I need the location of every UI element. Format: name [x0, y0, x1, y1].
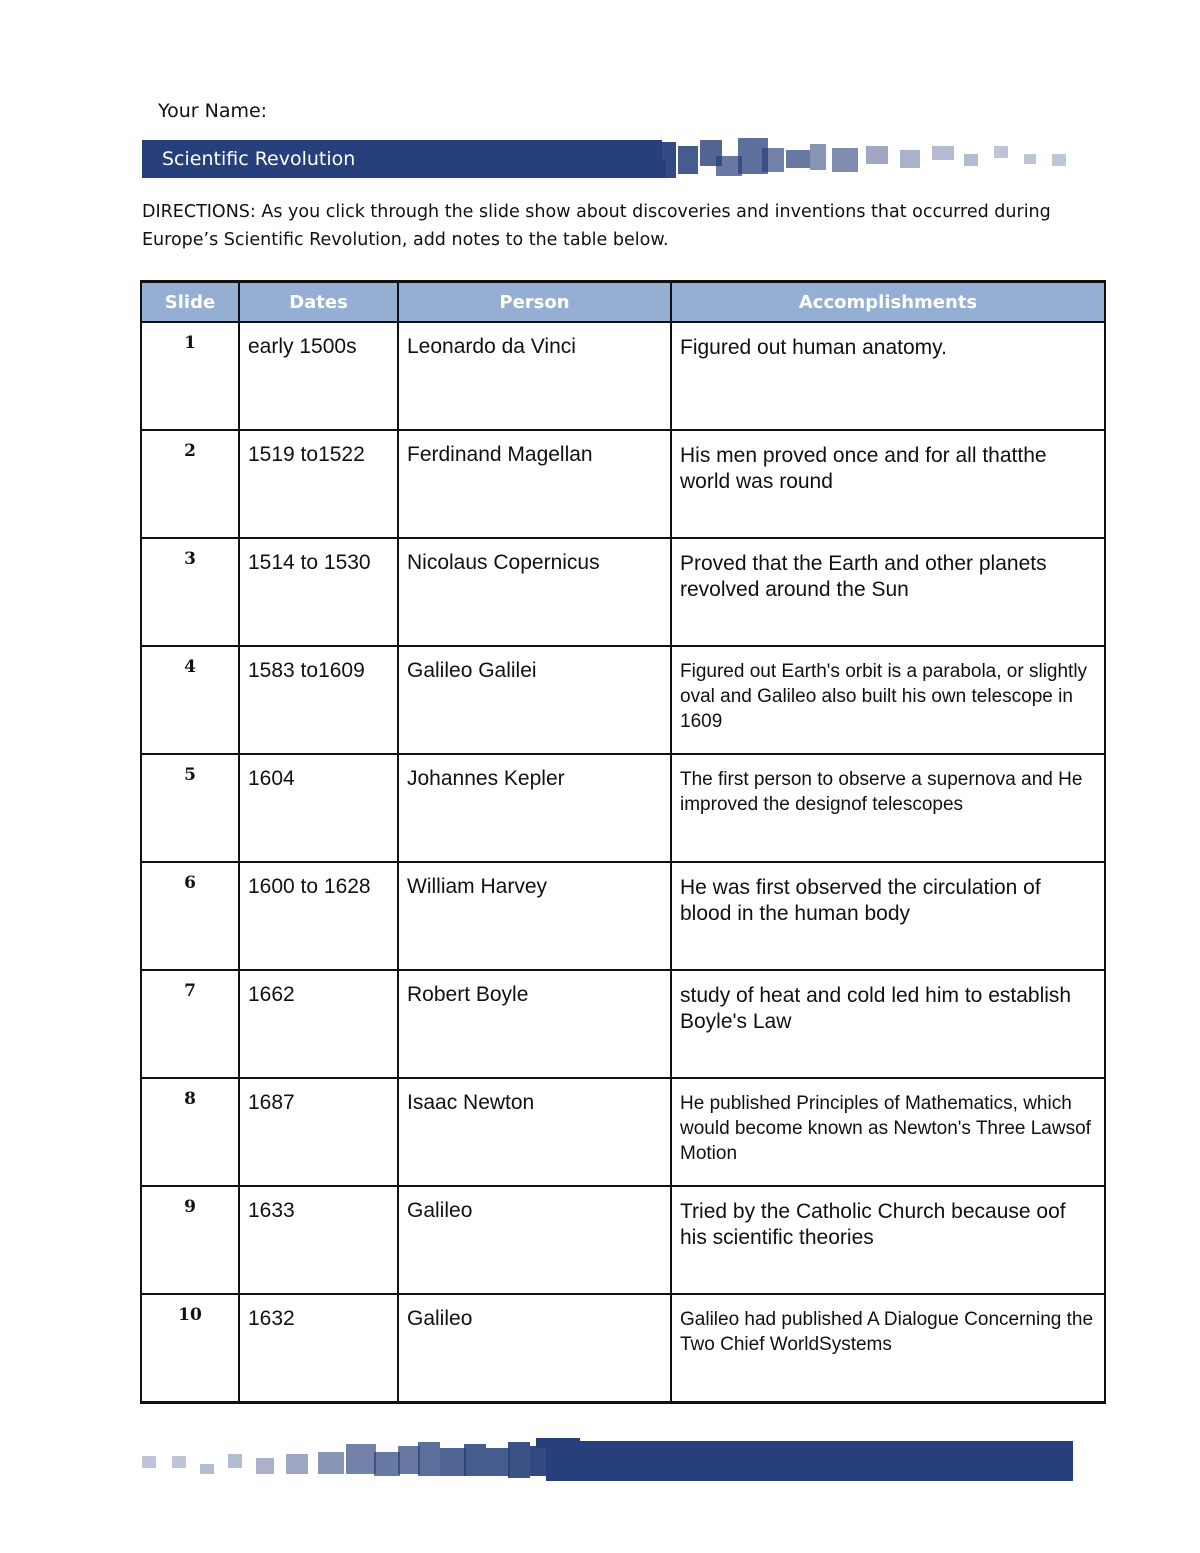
accomplishments-cell[interactable]: Proved that the Earth and other planets revolved around the Sun: [671, 538, 1105, 646]
decorative-square: [440, 1448, 466, 1476]
person-cell[interactable]: Leonardo da Vinci: [398, 322, 671, 430]
decorative-square: [660, 142, 676, 178]
slide-number-cell: 6: [141, 862, 239, 970]
column-header-slide: Slide: [141, 282, 239, 323]
person-cell[interactable]: Nicolaus Copernicus: [398, 538, 671, 646]
slide-number-cell: 1: [141, 322, 239, 430]
accomplishments-cell[interactable]: He was first observed the circulation of blood in the human body: [671, 862, 1105, 970]
decorative-square: [932, 146, 954, 160]
accomplishments-cell[interactable]: Figured out human anatomy.: [671, 322, 1105, 430]
directions-text: DIRECTIONS: As you click through the slide show about discoveries and inventions that occurred during Europe’s Scientific Revolution, add notes to the table below.: [142, 202, 1051, 250]
accomplishments-cell[interactable]: The first person to observe a supernova and He improved the designof telescopes: [671, 754, 1105, 862]
slide-number-cell: 5: [141, 754, 239, 862]
accomplishments-cell[interactable]: Figured out Earth's orbit is a parabola, or slightly oval and Galileo also built his own telescope in 1609: [671, 646, 1105, 754]
decorative-square: [418, 1442, 440, 1476]
dates-cell[interactable]: 1604: [239, 754, 398, 862]
notes-table: [140, 280, 1106, 1404]
decorative-square: [832, 148, 858, 172]
table-row: [141, 862, 1105, 970]
dates-cell[interactable]: 1600 to 1628: [239, 862, 398, 970]
accomplishments-cell[interactable]: He published Principles of Mathematics, which would become known as Newton's Three Lawsof Motion: [671, 1078, 1105, 1186]
table-row: [141, 754, 1105, 862]
accomplishments-cell[interactable]: study of heat and cold led him to establish Boyle's Law: [671, 970, 1105, 1078]
slide-number-cell: 8: [141, 1078, 239, 1186]
person-cell[interactable]: William Harvey: [398, 862, 671, 970]
accomplishments-cell[interactable]: His men proved once and for all thatthe world was round: [671, 430, 1105, 538]
table-row: [141, 1186, 1105, 1294]
dates-cell[interactable]: 1687: [239, 1078, 398, 1186]
decorative-square: [900, 150, 920, 168]
decorative-square: [256, 1458, 274, 1474]
decorative-square: [318, 1452, 344, 1474]
slide-number-cell: 3: [141, 538, 239, 646]
column-header-accomplishments: Accomplishments: [671, 282, 1105, 323]
person-cell[interactable]: Galileo: [398, 1294, 671, 1403]
decorative-square: [530, 1446, 548, 1476]
decorative-square: [486, 1448, 510, 1476]
accomplishments-cell[interactable]: Tried by the Catholic Church because oof his scientific theories: [671, 1186, 1105, 1294]
decorative-square: [398, 1446, 420, 1474]
person-cell[interactable]: Isaac Newton: [398, 1078, 671, 1186]
decorative-square: [1024, 154, 1036, 164]
table-header-row: [141, 282, 1105, 323]
decorative-square: [142, 1456, 156, 1468]
slide-number-cell: 4: [141, 646, 239, 754]
table-row: [141, 1294, 1105, 1403]
slide-number-cell: 7: [141, 970, 239, 1078]
accomplishments-cell[interactable]: Galileo had published A Dialogue Concerning the Two Chief WorldSystems: [671, 1294, 1105, 1403]
table-row: [141, 322, 1105, 430]
dates-cell[interactable]: 1514 to 1530: [239, 538, 398, 646]
decorative-square: [464, 1444, 486, 1476]
decorative-square: [678, 146, 698, 174]
person-cell[interactable]: Johannes Kepler: [398, 754, 671, 862]
column-header-person: Person: [398, 282, 671, 323]
dates-cell[interactable]: early 1500s: [239, 322, 398, 430]
your-name-label: Your Name:: [158, 100, 268, 122]
dates-cell[interactable]: 1662: [239, 970, 398, 1078]
decorative-square: [1052, 154, 1066, 166]
decorative-square: [536, 1438, 580, 1448]
decorative-square: [346, 1444, 376, 1474]
decorative-square: [172, 1456, 186, 1468]
table-row: [141, 430, 1105, 538]
table-row: [141, 1078, 1105, 1186]
table-row: [141, 646, 1105, 754]
dates-cell[interactable]: 1583 to1609: [239, 646, 398, 754]
decorative-square: [200, 1464, 214, 1474]
footer-banner: [546, 1441, 1073, 1481]
decorative-square: [964, 154, 978, 166]
document-title-banner: Scientific Revolution: [142, 140, 662, 178]
decorative-square: [228, 1454, 242, 1468]
slide-number-cell: 10: [141, 1294, 239, 1403]
person-cell[interactable]: Galileo Galilei: [398, 646, 671, 754]
person-cell[interactable]: Ferdinand Magellan: [398, 430, 671, 538]
decorative-square: [286, 1454, 308, 1474]
person-cell[interactable]: Robert Boyle: [398, 970, 671, 1078]
person-cell[interactable]: Galileo: [398, 1186, 671, 1294]
table-row: [141, 538, 1105, 646]
slide-number-cell: 2: [141, 430, 239, 538]
decorative-square: [762, 148, 784, 172]
decorative-square: [866, 146, 888, 164]
table-row: [141, 970, 1105, 1078]
decorative-square: [374, 1452, 400, 1476]
dates-cell[interactable]: 1633: [239, 1186, 398, 1294]
decorative-square: [994, 146, 1008, 158]
dates-cell[interactable]: 1519 to1522: [239, 430, 398, 538]
decorative-square: [508, 1442, 530, 1478]
decorative-square: [810, 144, 826, 170]
column-header-dates: Dates: [239, 282, 398, 323]
decorative-square: [786, 150, 810, 168]
dates-cell[interactable]: 1632: [239, 1294, 398, 1403]
slide-number-cell: 9: [141, 1186, 239, 1294]
